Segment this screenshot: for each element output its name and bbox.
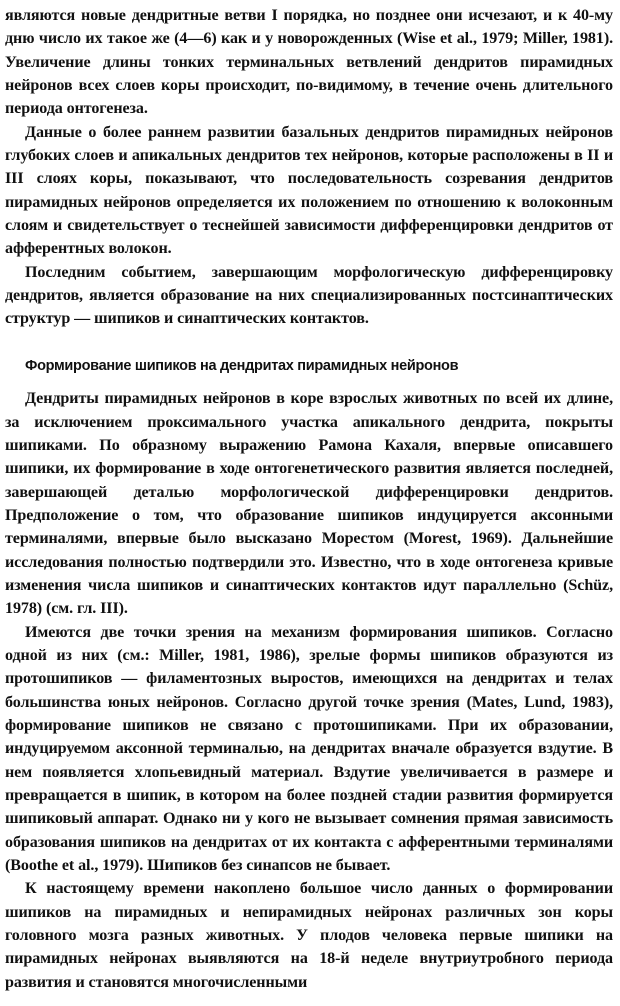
paragraph-final-event: Последним событием, завершающим морфологическую дифференцировку дендритов, является образование на них специализированных постсинаптических структур — шипиков и синаптических контактов. (5, 263, 613, 328)
section-heading: Формирование шипиков на дендритах пирамидных нейронов (25, 357, 459, 374)
paragraph-continuation: являются новые дендритные ветви I порядка, но позднее они исчезают, и к 40-му дню число их такое же (4—6) как и у новорожденных (Wise et al., 1979; Miller, 1981). Увеличение длины тонких терминальных ветвлений дендритов пирамидных нейронов всех слоев коры происходит, по-видимому, в течение очень длительного периода онтогенеза. (5, 7, 613, 118)
paragraph-spines-adult: Дендриты пирамидных нейронов в коре взрослых животных по всей их длине, за исключением проксимального участка апикального дендрита, покрыты шипиками. По образному выражению Рамона Кахаля, впервые описавшего шипики, их формирование в ходе онтогенетического развития является последней, завершающей деталью морфологической дифференцировки дендритов. Предположение о том, что образование шипиков индуцируется аксонными терминалями, впервые было высказано Морестом (Morest, 1969). Дальнейшие исследования полностью подтвердили это. Известно, что в ходе онтогенеза кривые изменения числа шипиков и синаптических контактов идут параллельно (Schüz, 1978) (см. гл. III). (5, 390, 613, 618)
document-page (5, 4, 613, 994)
paragraph-basal-dendrites: Данные о более раннем развитии базальных дендритов пирамидных нейронов глубоких слоев и апикальных дендритов тех нейронов, которые расположены в II и III слоях коры, показывают, что последовательность созревания дендритов пирамидных нейронов определяется их положением по отношению к волоконным слоям и свидетельствует о теснейшей зависимости дифференцировки дендритов от афферентных волокон. (5, 123, 613, 258)
paragraph-two-viewpoints: Имеются две точки зрения на механизм формирования шипиков. Согласно одной из них (см.: Miller, 1981, 1986), зрелые формы шипиков образуются из протошипиков — филаментозных выростов, имеющихся на дендритах и телах большинства юных нейронов. Согласно другой точке зрения (Mates, Lund, 1983), формирование шипиков не связано с протошипиками. При их образовании, индуцируемом аксонной терминалью, на дендритах вначале образуется вздутие. В нем появляется хлопьевидный материал. Вздутие увеличивается в размере и превращается в шипик, в котором на более поздней стадии развития формируется шипиковый аппарат. Однако ни у кого не вызывает сомнения прямая зависимость образования шипиков на дендритах от их контакта с афферентными терминалями (Boothe et al., 1979). Шипиков без синапсов не бывает. (5, 623, 613, 875)
paragraph-current-data: К настоящему времени накоплено большое число данных о формировании шипиков на пирамидных и непирамидных нейронах различных зон коры головного мозга разных животных. У плодов человека первые шипики на пирамидных нейронах выявляются на 18-й неделе внутриутробного периода развития и становятся многочисленными (5, 880, 613, 991)
